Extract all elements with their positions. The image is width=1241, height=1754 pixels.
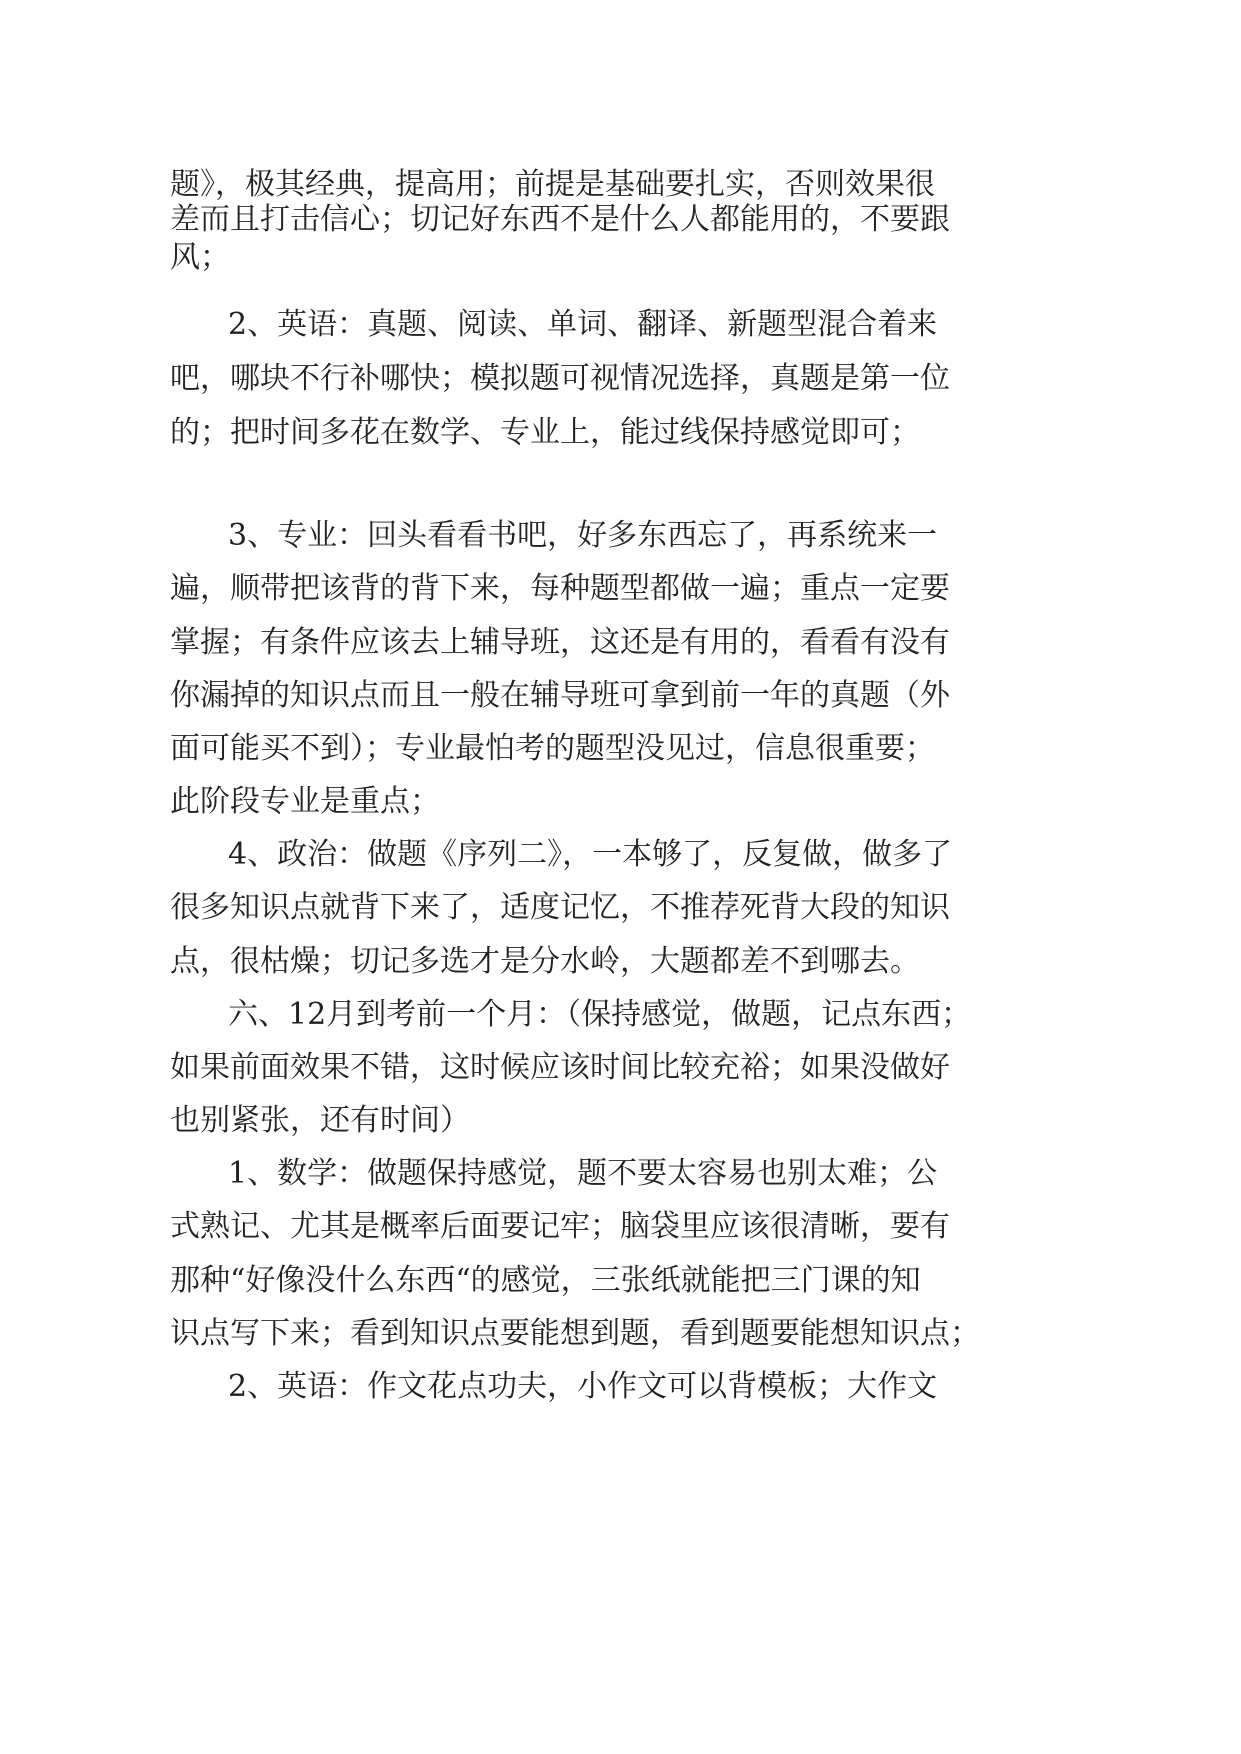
text-line: 1、数学：做题保持感觉，题不要太容易也别太难；公 [228, 1156, 938, 1191]
text-line: 如果前面效果不错，这时候应该时间比较充裕；如果没做好 [170, 1050, 950, 1085]
text-line: 面可能买不到）；专业最怕考的题型没见过，信息很重要； [170, 731, 935, 766]
text-line: 你漏掉的知识点而且一般在辅导班可拿到前一年的真题（外 [170, 678, 950, 713]
text-line: 此阶段专业是重点； [170, 784, 440, 819]
text-line: 六、12月到考前一个月：（保持感觉，做题，记点东西； [228, 997, 972, 1032]
text-line: 点，很枯燥；切记多选才是分水岭，大题都差不到哪去。 [170, 944, 920, 979]
text-line: 的；把时间多花在数学、专业上，能过线保持感觉即可； [170, 415, 920, 450]
text-line: 题》，极其经典，提高用；前提是基础要扎实，否则效果很 [170, 167, 935, 202]
text-line: 吧，哪块不行补哪快；模拟题可视情况选择，真题是第一位 [170, 361, 950, 396]
text-line: 差而且打击信心；切记好东西不是什么人都能用的，不要跟 [170, 202, 950, 237]
text-line: 式熟记、尤其是概率后面要记牢；脑袋里应该很清晰，要有 [170, 1209, 950, 1244]
text-line: 4、政治：做题《序列二》，一本够了，反复做，做多了 [228, 837, 953, 872]
text-line: 2、英语：真题、阅读、单词、翻译、新题型混合着来 [228, 307, 938, 342]
text-line: 也别紧张，还有时间） [170, 1103, 470, 1138]
text-line: 那种“好像没什么东西“的感觉，三张纸就能把三门课的知 [170, 1263, 921, 1298]
text-line: 很多知识点就背下来了，适度记忆，不推荐死背大段的知识 [170, 890, 950, 925]
text-line: 遍，顺带把该背的背下来，每种题型都做一遍；重点一定要 [170, 571, 950, 606]
text-line: 3、专业：回头看看书吧，好多东西忘了，再系统来一 [228, 518, 938, 553]
text-line: 识点写下来；看到知识点要能想到题，看到题要能想知识点； [170, 1316, 980, 1351]
text-line: 风； [170, 240, 230, 275]
text-line: 掌握；有条件应该去上辅导班，这还是有用的，看看有没有 [170, 625, 950, 660]
text-line: 2、英语：作文花点功夫，小作文可以背模板；大作文 [228, 1369, 938, 1404]
